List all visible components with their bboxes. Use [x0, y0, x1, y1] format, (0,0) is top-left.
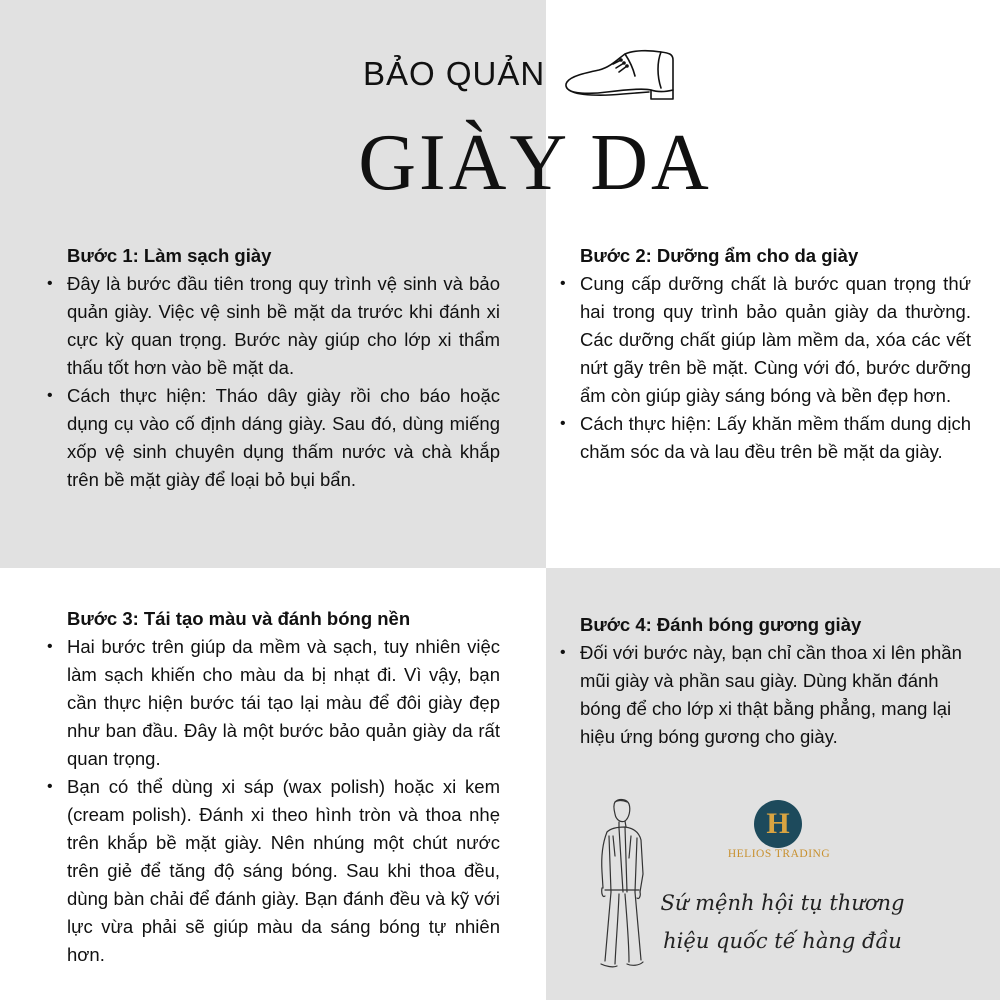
- page-title: GIÀY DA: [358, 119, 712, 207]
- step-4-section: [580, 611, 971, 751]
- step-1-bullet-2: • Cách thực hiện: Tháo dây giày rồi cho báo hoặc dụng cụ vào cố định dáng giày. Sau đó, dùng miếng xốp vệ sinh chuyên dụng thấm nước và chà khắp trên bề mặt giày để loại bỏ bụi bẩn.: [67, 382, 500, 494]
- slogan-line-1: Sứ mệnh hội tụ thương: [660, 891, 905, 915]
- step-3-section: [67, 605, 500, 969]
- step-3-heading: Bước 3: Tái tạo màu và đánh bóng nền: [67, 608, 411, 629]
- brand-slogan: [650, 884, 915, 960]
- step-4-heading: Bước 4: Đánh bóng gương giày: [580, 614, 862, 635]
- man-illustration: [585, 796, 655, 981]
- step-2-section: [580, 242, 971, 466]
- shoe-icon: [563, 46, 679, 102]
- step-2-bullet-2: • Cách thực hiện: Lấy khăn mềm thấm dung dịch chăm sóc da và lau đều trên bề mặt da giày.: [580, 410, 971, 466]
- step-3-bullet-2: • Bạn có thể dùng xi sáp (wax polish) hoặc xi kem (cream polish). Đánh xi theo hình tròn và thoa nhẹ trên khắp bề mặt giày. Nên nhúng một chút nước trên giẻ để tăng độ sáng bóng. Sau khi thoa đều, dùng bàn chải để đánh giày. Bạn đánh đều và kỹ với lực vừa phải sẽ giúp màu da sáng bóng tự nhiên hơn.: [67, 773, 500, 969]
- step-1-bullet-1: • Đây là bước đầu tiên trong quy trình vệ sinh và bảo quản giày. Việc vệ sinh bề mặt da trước khi đánh xi cực kỳ quan trọng. Bước này giúp cho lớp xi thẩm thấu tốt hơn vào bề mặt da.: [67, 270, 500, 382]
- step-1-heading: Bước 1: Làm sạch giày: [67, 245, 272, 266]
- step-4-bullet-1: • Đối với bước này, bạn chỉ cần thoa xi lên phần mũi giày và phần sau giày. Dùng khăn đánh bóng để cho lớp xi thật bằng phẳng, mang lại hiệu ứng bóng gương cho giày.: [580, 639, 971, 751]
- brand-name: HELIOS TRADING: [727, 848, 831, 860]
- step-3-bullet-1: • Hai bước trên giúp da mềm và sạch, tuy nhiên việc làm sạch khiến cho màu da bị nhạt đi. Vì vậy, bạn cần thực hiện bước tái tạo lại màu để đôi giày đẹp như ban đầu. Đây là một bước bảo quản giày da rất quan trọng.: [67, 633, 500, 773]
- step-2-bullet-1: • Cung cấp dưỡng chất là bước quan trọng thứ hai trong quy trình bảo quản giày da thường. Các dưỡng chất giúp làm mềm da, xóa các vết nứt gãy trên bề mặt. Cùng với đó, bước dưỡng ẩm còn giúp giày sáng bóng và bền đẹp hơn.: [580, 270, 971, 410]
- header-subtitle: BẢO QUẢN: [363, 55, 546, 92]
- brand-logo: [754, 800, 802, 848]
- step-1-section: [67, 242, 500, 494]
- slogan-line-2: hiệu quốc tế hàng đầu: [663, 929, 902, 953]
- logo-letter: H: [766, 807, 790, 840]
- step-2-heading: Bước 2: Dưỡng ẩm cho da giày: [580, 245, 859, 266]
